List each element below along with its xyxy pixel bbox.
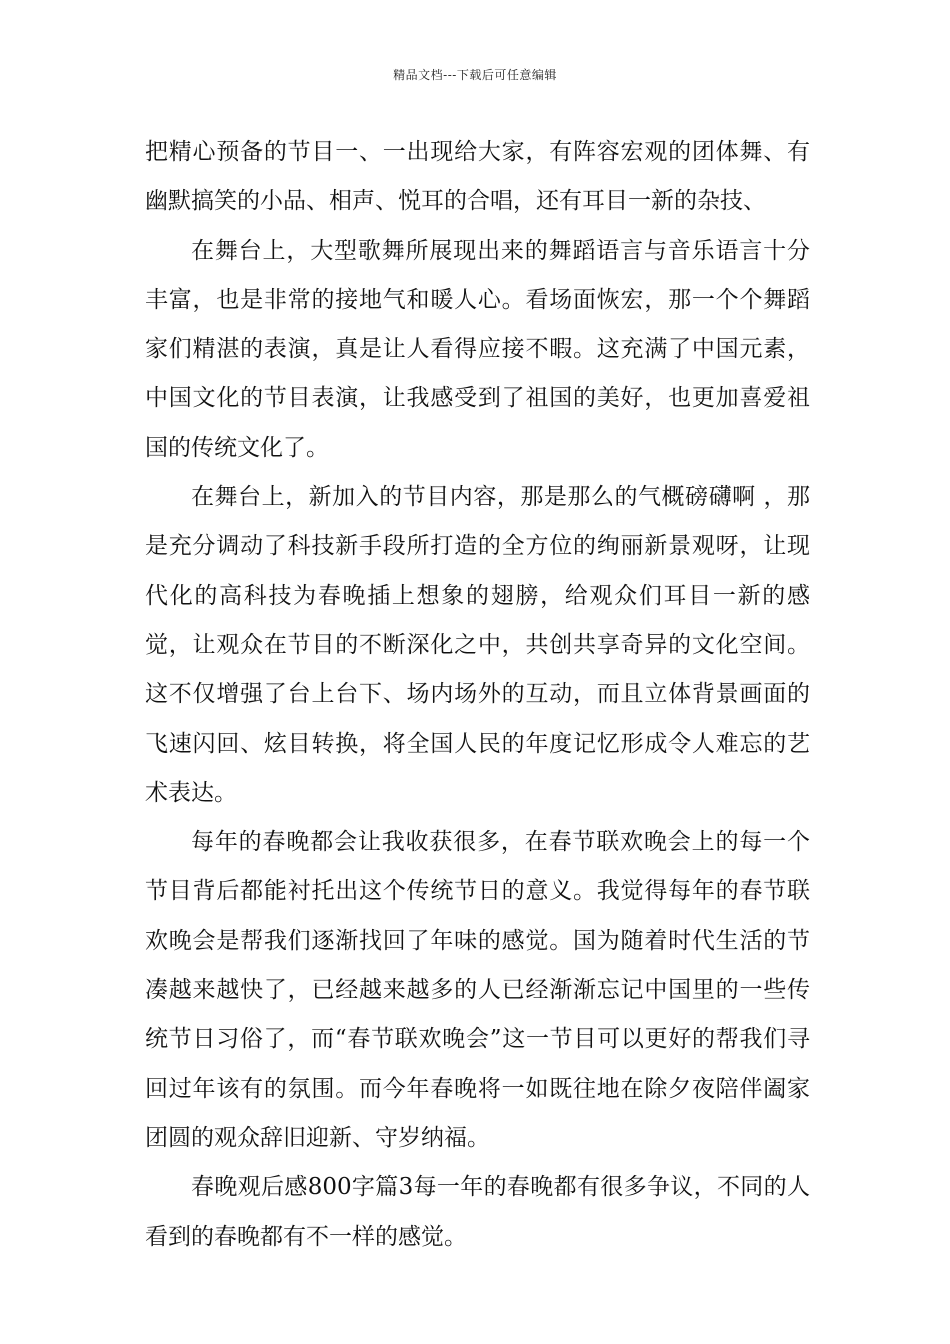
paragraph-2: 在舞台上，大型歌舞所展现出来的舞蹈语言与音乐语言十分丰富，也是非常的接地气和暖人心。看场面恢宏，那一个个舞蹈家们精湛的表演，真是让人看得应接不暇。这充满了中国元素，中国文化的节目表演，让我感受到了祖国的美好，也更加喜爱祖国的传统文化了。 [145, 237, 810, 461]
paragraph-1: 把精心预备的节目一、一出现给大家，有阵容宏观的团体舞、有幽默搞笑的小品、相声、悦耳的合唱，还有耳目一新的杂技、 [145, 139, 810, 215]
page-header: 精品文档---下载后可任意编辑 [393, 68, 557, 82]
document-body [145, 128, 810, 1262]
paragraph-4: 每年的春晚都会让我收获很多，在春节联欢晚会上的每一个节目背后都能衬托出这个传统节日的意义。我觉得每年的春节联欢晚会是帮我们逐渐找回了年味的感觉。国为随着时代生活的节凑越来越快了，已经越来越多的人已经渐渐忘记中国里的一些传统节日习俗了，而“春节联欢晚会”这一节目可以更好的帮我们寻回过年该有的氛围。而今年春晚将一如既往地在除夕夜陪伴阖家团圆的观众辞旧迎新、守岁纳福。 [145, 829, 810, 1151]
paragraph-5: 春晚观后感800字篇3每一年的春晚都有很多争议，不同的人看到的春晚都有不一样的感觉。 [145, 1174, 810, 1250]
paragraph-3: 在舞台上，新加入的节目内容，那是那么的气概磅礴啊 ，那是充分调动了科技新手段所打造的全方位的绚丽新景观呀，让现代化的高科技为春晚插上想象的翅膀，给观众们耳目一新的感觉，让观众在节目的不断深化之中，共创共享奇异的文化空间。这不仅增强了台上台下、场内场外的互动，而且立体背景画面的飞速闪回、炫目转换，将全国人民的年度记忆形成令人难忘的艺术表达。 [145, 484, 810, 806]
